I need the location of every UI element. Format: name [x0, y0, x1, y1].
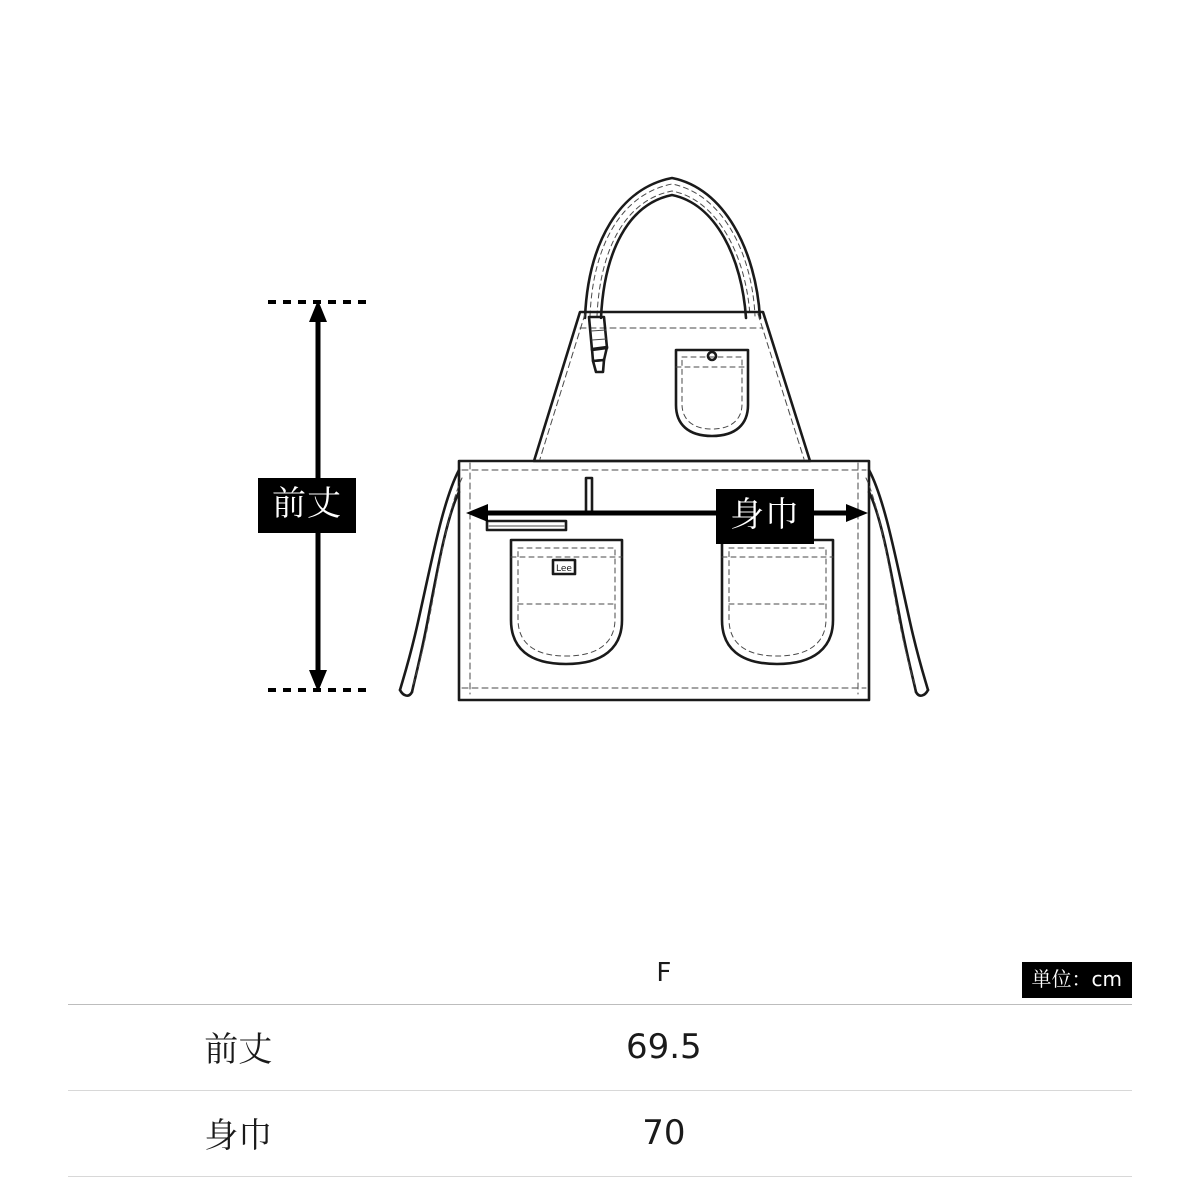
- center-waist-tab: [586, 478, 592, 512]
- front-pocket-right: [722, 540, 833, 664]
- row-value-body-width: 70: [408, 1091, 919, 1177]
- measurement-table: [68, 944, 1132, 1177]
- body-width-arrow-right: [846, 504, 868, 522]
- row-pad-body-width: [919, 1091, 1132, 1177]
- row-value-front-length: 69.5: [408, 1005, 919, 1091]
- front-length-arrow-up: [309, 300, 327, 322]
- bib-right-hem: [758, 314, 804, 459]
- body-width-arrow-left: [466, 504, 488, 522]
- row-label-front-length: 前丈: [68, 1005, 408, 1091]
- measurement-label-body-width: 身巾: [716, 489, 814, 544]
- table-header-size-f: F: [656, 958, 672, 988]
- waist-tie-right: [866, 470, 928, 696]
- row-pad-front-length: [919, 1005, 1132, 1091]
- table-header-blank: [68, 944, 408, 1005]
- size-table: [68, 944, 1132, 1177]
- brand-patch-label: Lee: [556, 564, 572, 574]
- bib-left-hem: [540, 314, 585, 459]
- apron-bib: [534, 312, 810, 461]
- chest-pocket: [676, 350, 748, 436]
- waist-tie-left: [400, 470, 462, 696]
- front-length-arrow-down: [309, 670, 327, 692]
- unit-badge: 単位：cm: [1022, 962, 1132, 998]
- table-header-row: [68, 944, 1132, 1005]
- front-pocket-left: [511, 540, 622, 664]
- pen-slot-trim: [487, 521, 566, 530]
- strap-adjuster-buckle: [589, 317, 607, 372]
- table-row: [68, 1091, 1132, 1177]
- measurement-label-front-length: 前丈: [258, 478, 356, 533]
- table-row: [68, 1005, 1132, 1091]
- row-label-body-width: 身巾: [68, 1091, 408, 1177]
